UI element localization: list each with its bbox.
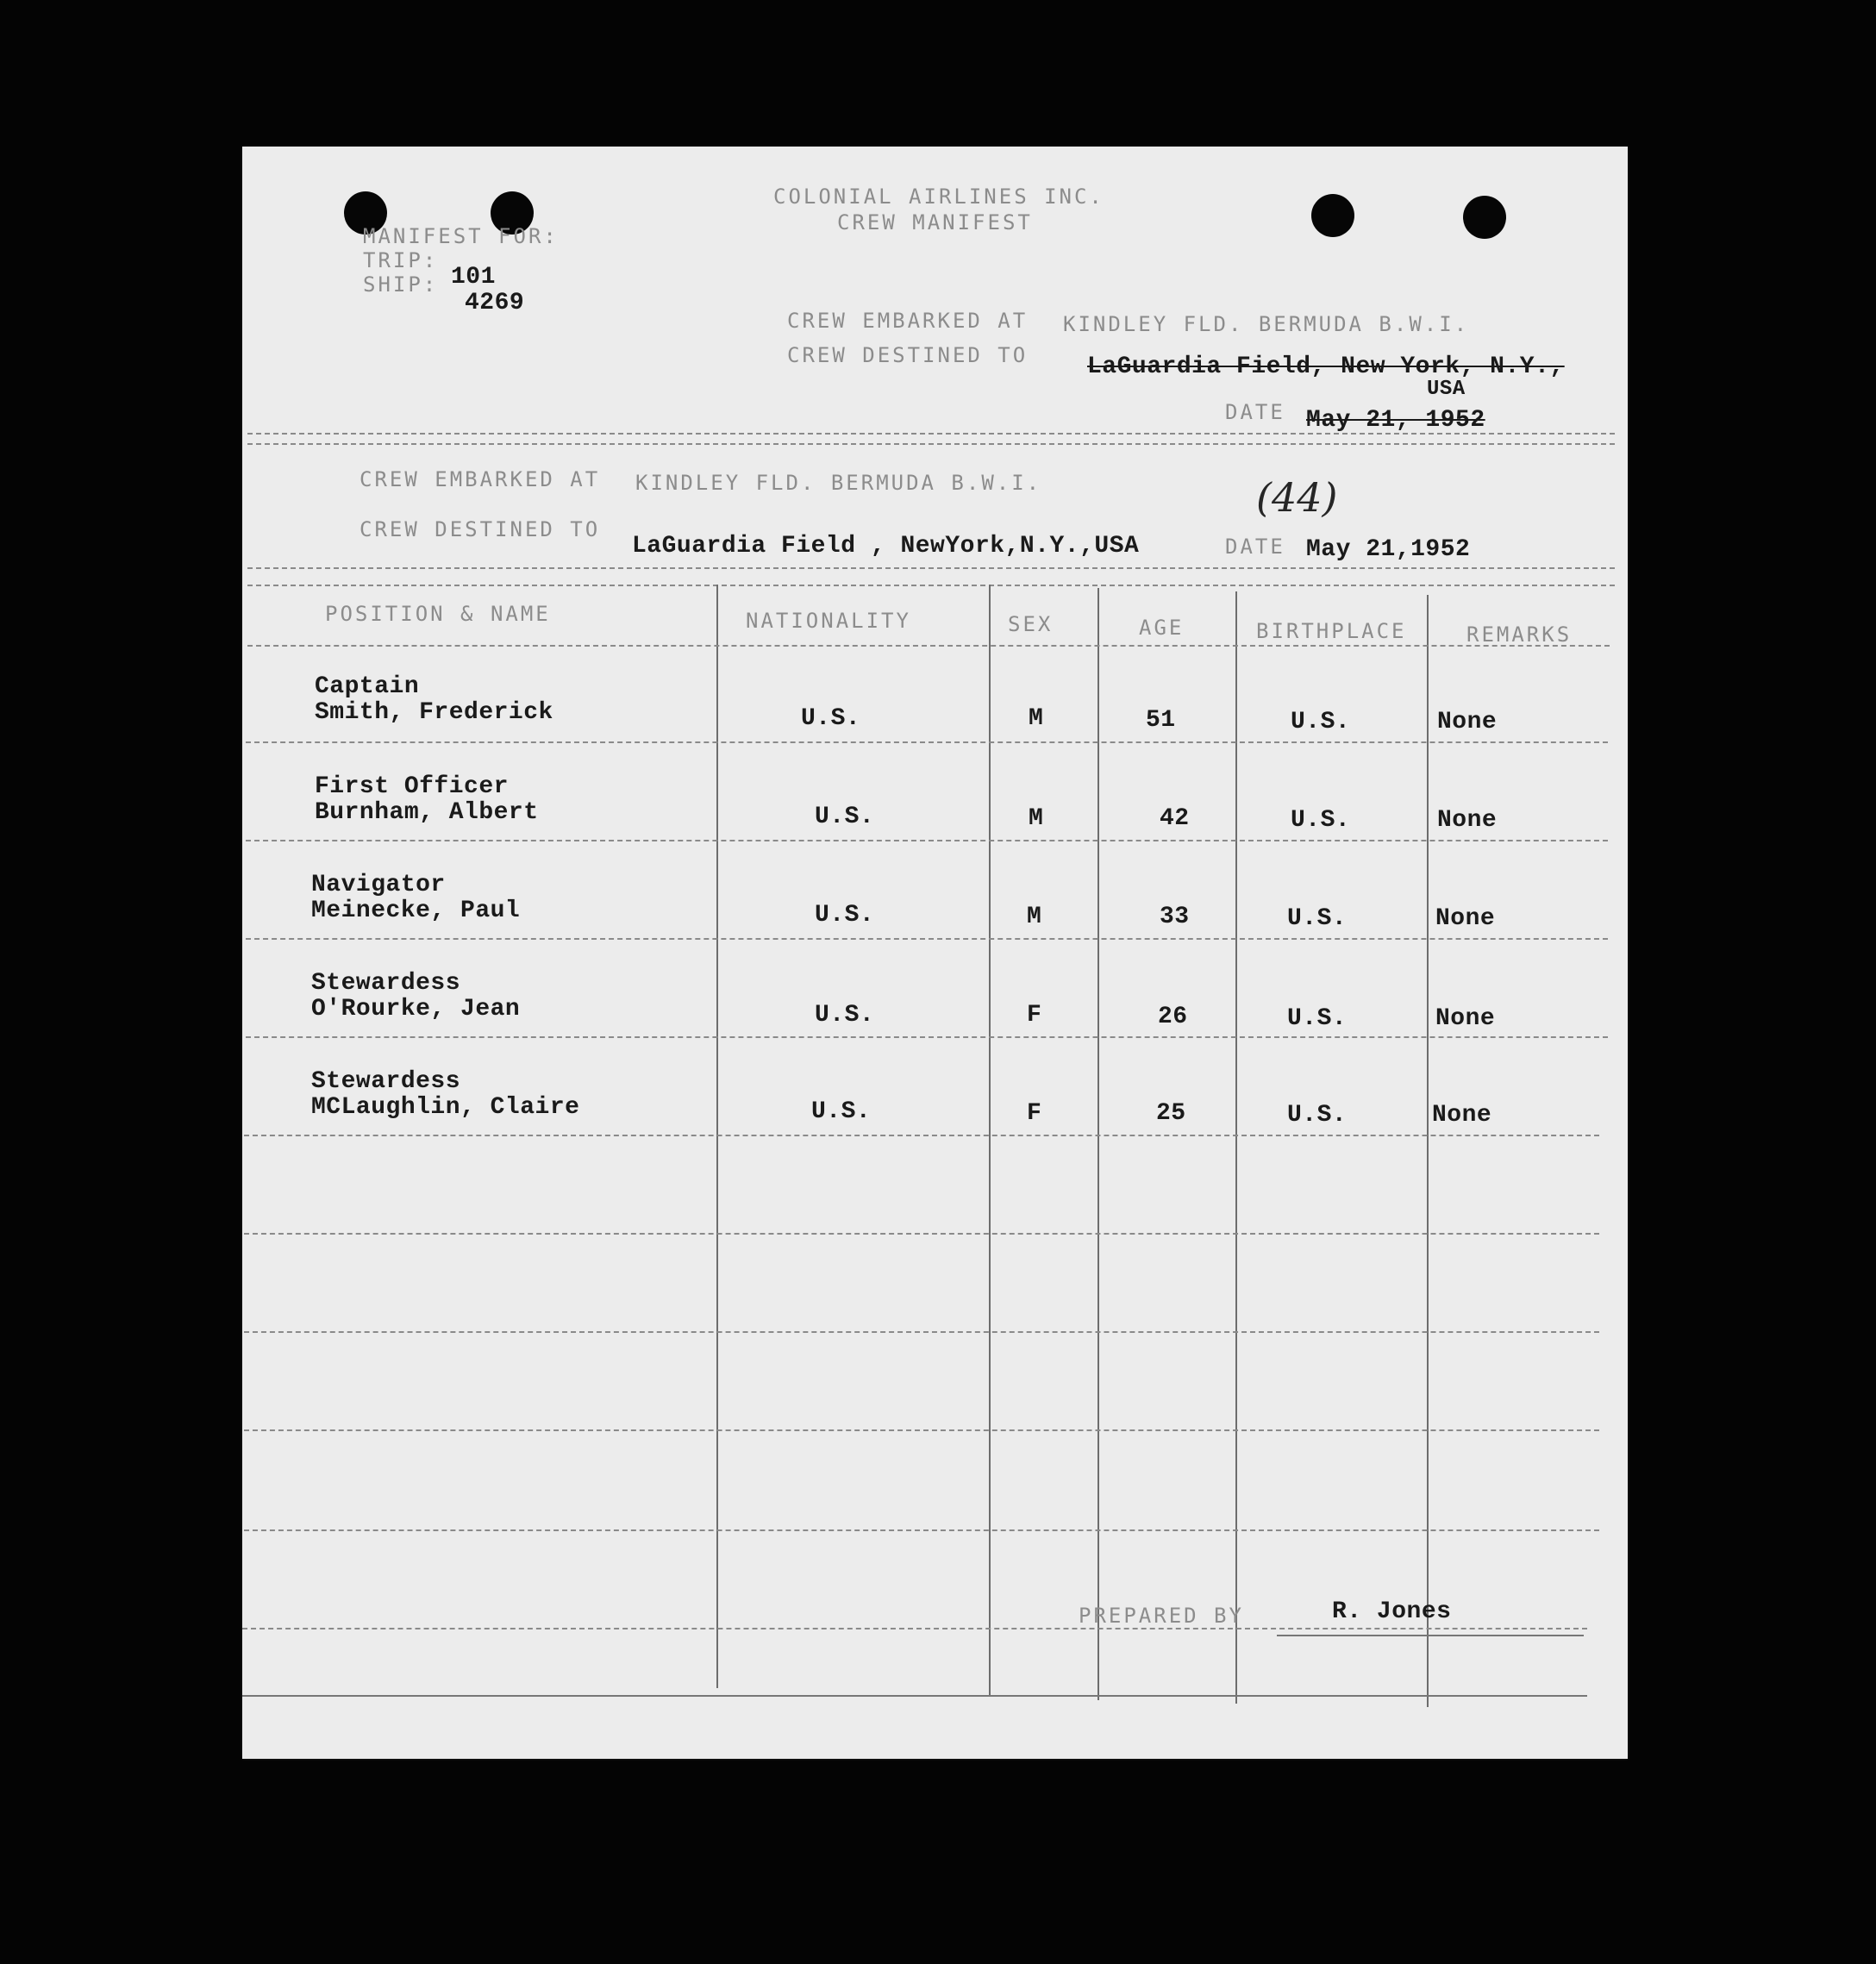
trip-label: TRIP: xyxy=(363,248,439,272)
row-line-header xyxy=(247,645,1610,647)
prepared-by-label: PREPARED BY xyxy=(1079,1604,1244,1628)
date-label: DATE xyxy=(1225,535,1285,559)
signature-line xyxy=(1277,1635,1584,1636)
row-5-age: 25 xyxy=(1156,1100,1186,1127)
table-row-5-position-name xyxy=(311,1069,579,1121)
row-4-age: 26 xyxy=(1158,1004,1188,1030)
row-line-3 xyxy=(246,938,1608,940)
trip-value: 101 xyxy=(451,264,496,291)
row-2-name: Burnham, Albert xyxy=(315,799,539,826)
embarked-label-top: CREW EMBARKED AT xyxy=(787,309,1029,333)
punch-hole-4 xyxy=(1463,196,1506,239)
row-line-10 xyxy=(242,1628,1587,1629)
row-2-nationality: U.S. xyxy=(815,804,875,830)
row-line-6 xyxy=(244,1233,1599,1235)
row-5-name: MCLaughlin, Claire xyxy=(311,1094,580,1121)
destined-value-top: LaGuardia Field, New York, N.Y., xyxy=(1087,353,1565,380)
row-4-remarks: None xyxy=(1435,1005,1496,1032)
row-1-position: Captain xyxy=(315,673,420,700)
company-name: COLONIAL AIRLINES INC. xyxy=(773,185,1104,209)
row-line-bottom xyxy=(242,1695,1587,1697)
col-header-birthplace: BIRTHPLACE xyxy=(1256,619,1407,643)
manifest-page xyxy=(242,147,1628,1759)
punch-hole-3 xyxy=(1311,194,1354,237)
row-2-birthplace: U.S. xyxy=(1291,807,1351,834)
table-row-4-position-name xyxy=(311,971,520,1023)
col-header-position-name: POSITION & NAME xyxy=(325,602,551,626)
destined-label-top: CREW DESTINED TO xyxy=(787,343,1029,367)
row-5-birthplace: U.S. xyxy=(1287,1102,1348,1129)
column-line-1 xyxy=(716,585,718,1688)
col-header-age: AGE xyxy=(1139,616,1185,640)
row-3-remarks: None xyxy=(1435,905,1496,932)
row-line-8 xyxy=(244,1429,1599,1431)
col-header-nationality: NATIONALITY xyxy=(746,609,911,633)
destined-country-top: USA xyxy=(1427,378,1466,401)
row-1-remarks: None xyxy=(1437,709,1498,735)
date-value: May 21,1952 xyxy=(1306,536,1471,563)
divider-4 xyxy=(247,585,1615,586)
row-3-nationality: U.S. xyxy=(815,902,875,929)
row-2-position: First Officer xyxy=(315,773,509,800)
row-line-2 xyxy=(246,840,1608,841)
row-4-sex: F xyxy=(1027,1002,1042,1029)
row-line-5 xyxy=(244,1135,1599,1136)
table-row-2-position-name xyxy=(315,774,539,826)
row-3-age: 33 xyxy=(1160,904,1190,930)
col-header-remarks: REMARKS xyxy=(1466,622,1573,647)
divider-3 xyxy=(247,567,1615,569)
row-1-birthplace: U.S. xyxy=(1291,709,1351,735)
row-3-position: Navigator xyxy=(311,872,446,898)
divider-2 xyxy=(247,443,1615,445)
row-3-name: Meinecke, Paul xyxy=(311,898,521,924)
row-4-position: Stewardess xyxy=(311,970,461,997)
col-header-sex: SEX xyxy=(1008,612,1054,636)
embarked-label: CREW EMBARKED AT xyxy=(360,467,601,491)
row-3-birthplace: U.S. xyxy=(1287,905,1348,932)
row-1-age: 51 xyxy=(1146,707,1176,734)
table-row-1-position-name xyxy=(315,674,553,726)
divider-1 xyxy=(247,433,1615,435)
date-label-top: DATE xyxy=(1225,400,1285,424)
row-1-sex: M xyxy=(1029,705,1044,732)
handwritten-number: (44) xyxy=(1256,474,1338,521)
row-5-nationality: U.S. xyxy=(811,1098,872,1125)
row-2-remarks: None xyxy=(1437,807,1498,834)
column-line-3 xyxy=(1097,588,1099,1700)
row-4-birthplace: U.S. xyxy=(1287,1005,1348,1032)
column-line-5 xyxy=(1427,595,1429,1707)
column-line-4 xyxy=(1235,591,1237,1704)
row-4-nationality: U.S. xyxy=(815,1002,875,1029)
ship-value: 4269 xyxy=(465,290,525,316)
row-5-sex: F xyxy=(1027,1100,1042,1127)
date-value-top: May 21, 1952 xyxy=(1306,407,1485,434)
row-line-7 xyxy=(244,1331,1599,1333)
destined-label: CREW DESTINED TO xyxy=(360,517,601,541)
row-3-sex: M xyxy=(1027,904,1042,930)
row-line-1 xyxy=(246,741,1608,743)
row-4-name: O'Rourke, Jean xyxy=(311,996,521,1023)
table-row-3-position-name xyxy=(311,873,520,924)
manifest-for-label: MANIFEST FOR: xyxy=(363,224,559,248)
row-5-position: Stewardess xyxy=(311,1068,461,1095)
row-5-remarks: None xyxy=(1432,1102,1492,1129)
embarked-value-top: KINDLEY FLD. BERMUDA B.W.I. xyxy=(1063,312,1470,336)
embarked-value: KINDLEY FLD. BERMUDA B.W.I. xyxy=(635,471,1042,495)
prepared-by-value: R. Jones xyxy=(1332,1598,1452,1625)
row-1-nationality: U.S. xyxy=(801,705,861,732)
row-line-9 xyxy=(244,1529,1599,1531)
row-1-name: Smith, Frederick xyxy=(315,699,553,726)
document-title: CREW MANIFEST xyxy=(837,210,1033,235)
row-2-sex: M xyxy=(1029,805,1044,832)
ship-label: SHIP: xyxy=(363,272,439,297)
row-line-4 xyxy=(246,1036,1608,1038)
destined-value: LaGuardia Field , NewYork,N.Y.,USA xyxy=(632,533,1140,560)
row-2-age: 42 xyxy=(1160,805,1190,832)
